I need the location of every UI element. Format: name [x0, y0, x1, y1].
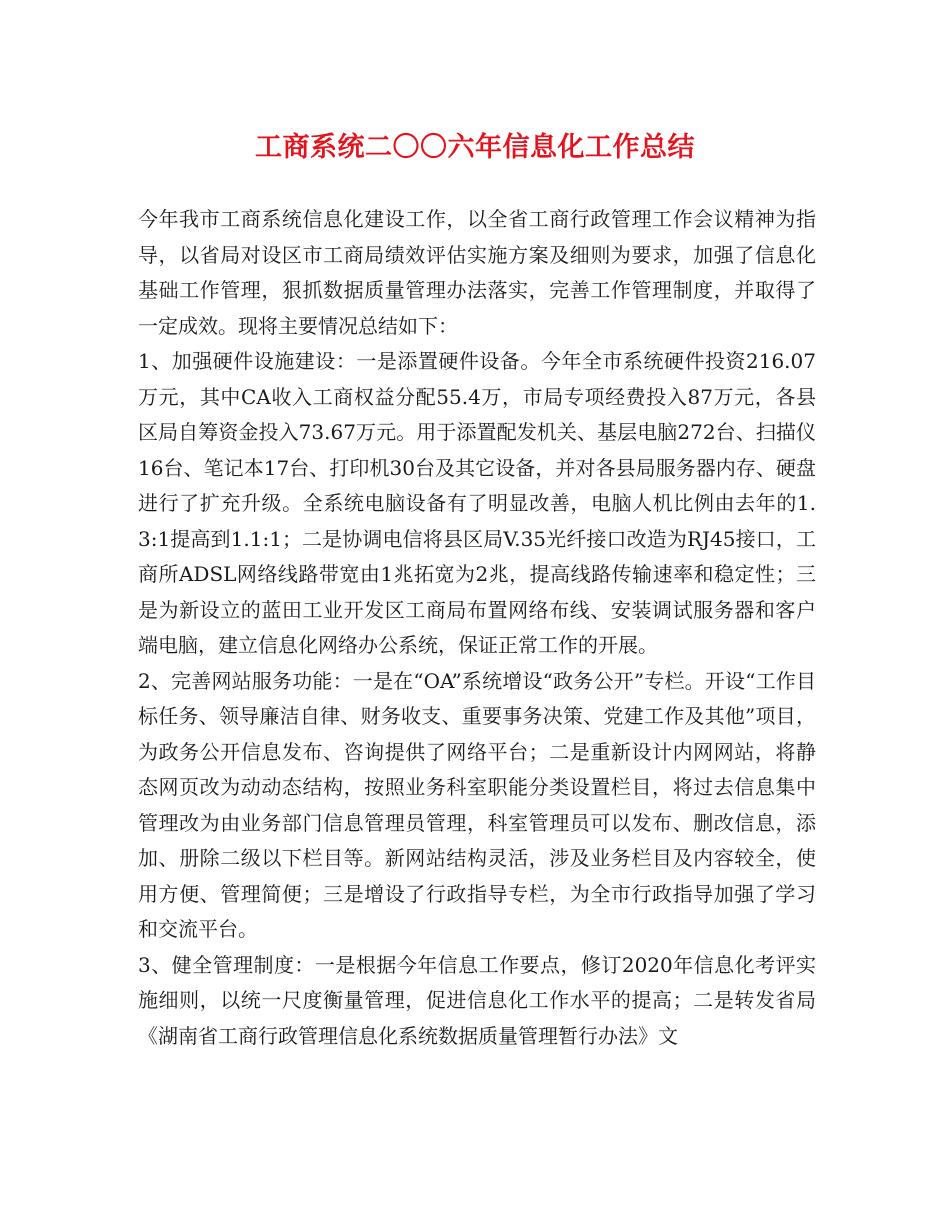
document-title: 工商系统二〇〇六年信息化工作总结 — [255, 132, 695, 163]
paragraph-intro: 今年我市工商系统信息化建设工作，以全省工商行政管理工作会议精神为指导，以省局对设区市工商局绩效评估实施方案及细则为要求，加强了信息化基础工作管理，狠抓数据质量管理办法落实，完善工作管理制度，并取得了一定成效。现将主要情况总结如下： — [138, 207, 816, 338]
paragraph-website: 2、完善网站服务功能：一是在“OA”系统增设“政务公开”专栏。开设“工作目标任务、领导廉洁自律、财务收支、重要事务决策、党建工作及其他”项目，为政务公开信息发布、咨询提供了网络平台；二是重新设计内网网站，将静态网页改为动动态结构，按照业务科室职能分类设置栏目，将过去信息集中管理改为由业务部门信息管理员管理，科室管理员可以发布、删改信息，添加、册除二级以下栏目等。新网站结构灵活，涉及业务栏目及内容较全，使用方便、管理简便；三是增设了行政指导专栏，为全市行政指导加强了学习和交流平台。 — [138, 668, 816, 941]
document-body — [138, 202, 816, 1054]
paragraph-management: 3、健全管理制度：一是根据今年信息工作要点，修订2020年信息化考评实施细则，以统一尺度衡量管理，促进信息化工作水平的提高；二是转发省局《湖南省工商行政管理信息化系统数据质量管理暂行办法》文 — [138, 952, 816, 1048]
paragraph-hardware: 1、加强硬件设施建设：一是添置硬件设备。今年全市系统硬件投资216.07万元，其中CA收入工商权益分配55.4万，市局专项经费投入87万元，各县区局自筹资金投入73.67万元。用于添置配发机关、基层电脑272台、扫描仪16台、笔记本17台、打印机30台及其它设备，并对各县局服务器内存、硬盘进行了扩充升级。全系统电脑设备有了明显改善，电脑人机比例由去年的1.3:1提高到1.1:1；二是协调电信将县区局V.35光纤接口改造为RJ45接口，工商所ADSL网络线路带宽由1兆拓宽为2兆，提高线路传输速率和稳定性；三是为新设立的蓝田工业开发区工商局布置网络布线、安装调试服务器和客户端电脑，建立信息化网络办公系统，保证正常工作的开展。 — [138, 349, 816, 657]
